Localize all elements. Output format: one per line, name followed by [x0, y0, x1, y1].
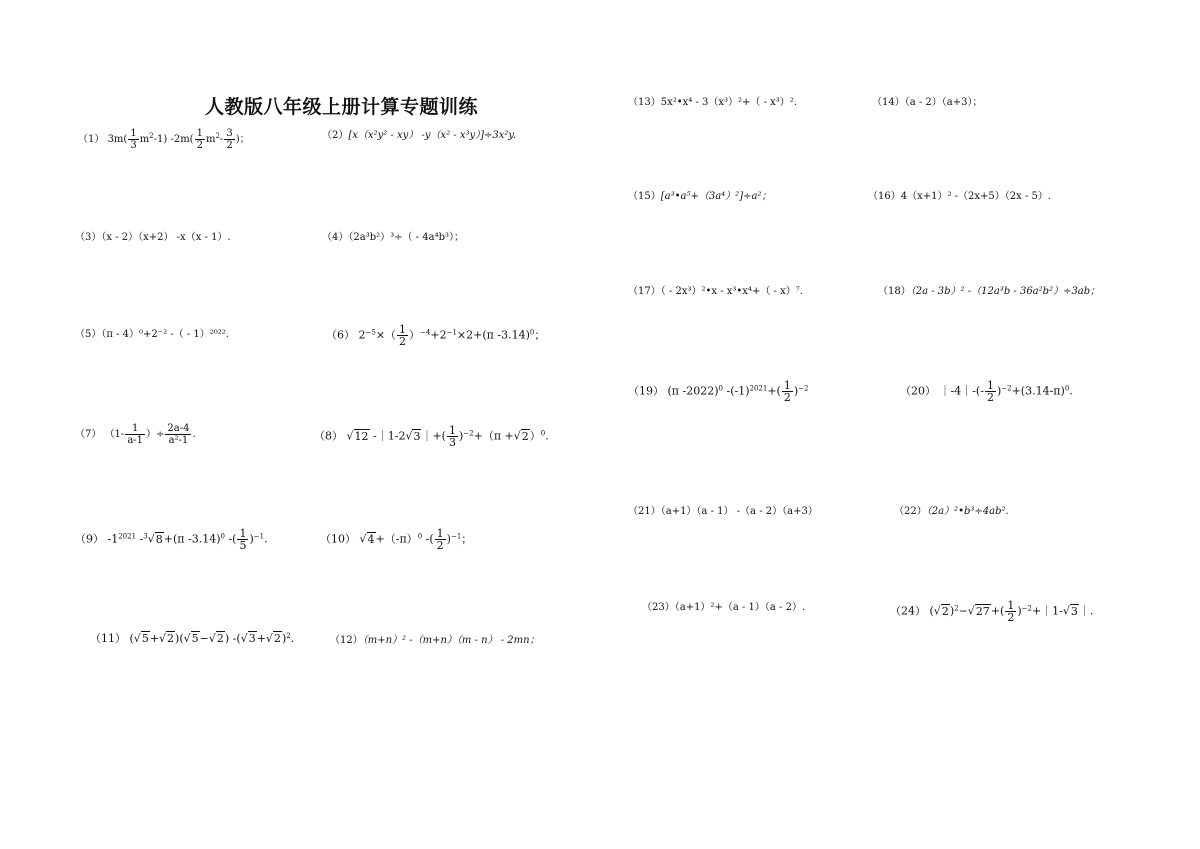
problem-label: （3） — [75, 232, 102, 243]
problem-label: （13） — [628, 97, 661, 108]
expr-part: +（-π） — [375, 532, 418, 546]
radicand: 5 — [191, 632, 199, 645]
expr-part: ( — [129, 632, 134, 645]
problem-16 — [868, 192, 1051, 202]
exponent: 2 — [149, 132, 154, 140]
expr-part: ) — [446, 532, 451, 546]
numerator: 1 — [448, 424, 456, 437]
sqrt-sign: √ — [265, 632, 273, 645]
radicand: 2 — [521, 429, 529, 443]
problem-label: （6） — [326, 328, 355, 342]
radicand: 3 — [413, 429, 421, 443]
exponent: −5 — [365, 328, 376, 337]
radicand: 12 — [354, 429, 369, 443]
problem-label: （16） — [868, 191, 901, 202]
expr-part: ； — [534, 328, 546, 342]
fraction — [447, 425, 458, 448]
problem-24 — [890, 600, 1093, 623]
radicand: 3 — [1070, 604, 1078, 618]
fraction — [397, 324, 408, 347]
root-index: 3 — [143, 532, 148, 541]
problem-21 — [628, 507, 818, 517]
expr-part: +(3.14-π) — [1011, 384, 1065, 398]
expr-part: 2 — [358, 328, 366, 342]
denominator: 2 — [986, 391, 994, 404]
denominator: 2 — [226, 140, 233, 151]
radicand: 2 — [941, 604, 949, 618]
expression: （m+n）² -（m+n）（m - n） - 2mn； — [362, 635, 540, 646]
expr-part: -1) -2m( — [153, 134, 194, 145]
sqrt-sign: √ — [405, 429, 413, 443]
problem-label: （5） — [75, 329, 102, 340]
problem-20 — [900, 380, 1073, 403]
expr-part: )( — [175, 632, 184, 645]
problem-18 — [878, 287, 1100, 297]
sqrt-sign: √ — [208, 632, 216, 645]
expression: 4（x+1）² -（2x+5）（2x - 5）. — [900, 191, 1052, 202]
exponent: −2 — [798, 384, 809, 393]
numerator: 1 — [436, 527, 444, 540]
problem-1 — [78, 128, 250, 151]
sqrt-sign: √ — [513, 429, 521, 443]
expr-part: ( — [929, 604, 934, 618]
expression: （2a）²•b³÷4ab². — [926, 506, 1009, 517]
problem-8 — [314, 425, 549, 448]
exponent: −4 — [420, 328, 431, 337]
expression: （2a³b²）³÷（ - 4a⁴b³）； — [348, 232, 464, 243]
expr-part: ) — [793, 384, 799, 398]
problem-15 — [628, 192, 771, 202]
exponent: 0 — [540, 429, 546, 438]
radicand: 2 — [273, 632, 281, 645]
sqrt-sign: √ — [359, 532, 367, 546]
fraction — [1005, 600, 1016, 623]
problem-6 — [326, 324, 545, 347]
exponent: 0 — [220, 532, 225, 541]
denominator: 2 — [399, 335, 407, 348]
radicand: 3 — [248, 632, 256, 645]
expression: （a+1）（a - 1） -（a - 2）（a+3） — [660, 506, 818, 517]
fraction — [125, 423, 145, 446]
problem-22 — [894, 507, 1009, 517]
problem-label: （2） — [322, 130, 349, 141]
numerator: 1 — [196, 128, 203, 139]
exponent: −1 — [446, 328, 457, 337]
expr-part: +( — [767, 384, 781, 398]
expression: [x（x²y² - xy） -y（x² - x³y）]÷3x²y. — [348, 130, 516, 141]
expr-part: -( — [224, 532, 237, 546]
denominator: 5 — [239, 539, 247, 552]
expr-part: +（π + — [473, 429, 514, 443]
problem-12 — [330, 636, 540, 646]
page-title: 人教版八年级上册计算专题训练 — [205, 96, 479, 118]
exponent: 2 — [215, 132, 220, 140]
expression: （x - 2）（x+2） -x（x - 1）. — [101, 232, 231, 243]
problem-label: （9） — [75, 532, 104, 546]
exponent: −2 — [1001, 384, 1012, 393]
expr-part: )； — [235, 134, 250, 145]
fraction — [237, 528, 248, 551]
expr-part: ） — [529, 429, 541, 443]
problem-label: （10） — [320, 532, 356, 546]
numerator: 1 — [1007, 599, 1015, 612]
expr-part: m — [139, 134, 150, 145]
problem-13 — [628, 98, 797, 108]
problem-23 — [642, 603, 805, 613]
expr-part: +(π -3.14) — [163, 532, 221, 546]
numerator: 3 — [226, 128, 233, 139]
problem-5 — [75, 330, 229, 340]
problem-label: （21） — [628, 506, 661, 517]
radicand: 2 — [167, 632, 175, 645]
expression: （a - 2）（a+3）； — [904, 97, 983, 108]
denominator: 2 — [436, 539, 444, 552]
problem-label: （11） — [90, 632, 126, 645]
expr-part: + — [256, 632, 266, 645]
problem-label: （14） — [872, 97, 905, 108]
expr-part: ) — [949, 604, 955, 618]
problem-label: （1） — [78, 134, 105, 145]
sqrt-sign: √ — [933, 604, 941, 618]
problem-2 — [322, 131, 516, 141]
expr-part: ) — [281, 632, 287, 645]
numerator: 1 — [783, 379, 791, 392]
fraction — [985, 380, 996, 403]
problem-label: （19） — [628, 384, 664, 398]
denominator: 3 — [448, 436, 456, 449]
expression: （2a - 3b）² -（12a³b - 36a²b²）÷3ab； — [910, 286, 1101, 297]
problem-11 — [90, 633, 294, 644]
problem-4 — [322, 233, 464, 243]
problem-label: （18） — [878, 286, 911, 297]
expr-part: -( — [422, 532, 434, 546]
exponent: 0 — [718, 384, 723, 393]
expr-part: − — [958, 604, 968, 618]
radicand: 27 — [975, 604, 990, 618]
expr-part: + — [149, 632, 160, 645]
problem-label: （23） — [642, 602, 675, 613]
problem-14 — [872, 98, 983, 108]
problem-label: （12） — [330, 635, 363, 646]
expr-part: ×（ — [375, 328, 397, 342]
problem-label: （17） — [628, 286, 661, 297]
numerator: 1 — [986, 379, 994, 392]
numerator: 1 — [399, 323, 407, 336]
expr-part: ×2+(π -3.14) — [456, 328, 530, 342]
problem-3 — [75, 233, 231, 243]
expression: （π - 4）⁰+2⁻² -（ - 1）²⁰²². — [101, 329, 229, 340]
expr-part: ｜-4｜-(- — [939, 384, 984, 398]
expression: 5x²•x⁴ - 3（x³）²+（ - x³）². — [660, 97, 797, 108]
exponent: −2 — [463, 429, 474, 438]
exponent: 2021 — [118, 532, 137, 541]
expr-part: ) — [1017, 604, 1022, 618]
radicand: 8 — [155, 532, 163, 546]
expr-part: -(-1) — [723, 384, 750, 398]
problem-19 — [628, 380, 808, 403]
exponent: −1 — [450, 532, 462, 541]
exponent: 0 — [1064, 384, 1070, 393]
denominator: a²-1 — [168, 435, 189, 446]
problem-label: （24） — [890, 604, 926, 618]
expr-part: +( — [990, 604, 1005, 618]
sqrt-sign: √ — [147, 532, 155, 546]
denominator: 2 — [196, 140, 203, 151]
expr-part: ｜+( — [421, 429, 446, 443]
expr-part: (π -2022) — [667, 384, 719, 398]
expr-part: - — [136, 532, 144, 546]
expr-part: ) -( — [224, 632, 241, 645]
exponent: 0 — [529, 328, 535, 337]
exponent: 2021 — [749, 384, 768, 393]
denominator: a-1 — [127, 435, 144, 446]
problem-7 — [75, 423, 196, 446]
expr-part: 3m( — [107, 134, 128, 145]
numerator: 1 — [125, 423, 145, 435]
sqrt-sign: √ — [159, 632, 167, 645]
expr-part: +2 — [430, 328, 447, 342]
problem-9 — [75, 528, 268, 551]
problem-label: （4） — [322, 232, 349, 243]
expression: （a+1）²+（a - 1）（a - 2）. — [674, 602, 806, 613]
problem-10 — [320, 528, 472, 551]
expr-part: ) — [249, 532, 254, 546]
expr-part: - — [219, 134, 224, 145]
numerator: 1 — [239, 527, 247, 540]
expr-part: -｜1-2 — [369, 429, 406, 443]
expr-part: . — [1069, 384, 1073, 398]
exponent: 0 — [417, 532, 423, 541]
problem-label: （15） — [628, 191, 661, 202]
expr-part: -1 — [107, 532, 119, 546]
problem-label: （22） — [894, 506, 927, 517]
expr-part: ） — [409, 328, 421, 342]
expr-part: . — [264, 532, 268, 546]
numerator: 2a-4 — [167, 423, 190, 434]
problem-17 — [628, 287, 803, 297]
expression: （ - 2x³）²•x - x³•x⁴+（ - x）⁷. — [660, 286, 803, 297]
expr-part: ）÷ — [146, 429, 165, 440]
denominator: 3 — [130, 140, 137, 151]
expr-part: ) — [458, 429, 464, 443]
denominator: 2 — [783, 391, 791, 404]
sqrt-sign: √ — [133, 632, 141, 645]
radicand: 5 — [141, 632, 149, 645]
expr-part: − — [199, 632, 209, 645]
expr-part: . — [192, 429, 196, 440]
fraction — [195, 128, 205, 151]
expr-part: ) — [996, 384, 1002, 398]
fraction — [782, 380, 793, 403]
expr-part: . — [545, 429, 549, 443]
sqrt-sign: √ — [240, 632, 248, 645]
expr-part: ｜. — [1078, 604, 1094, 618]
problem-label: （8） — [314, 429, 343, 443]
sqrt-sign: √ — [967, 604, 975, 618]
problem-label: （20） — [900, 384, 936, 398]
exponent: 2 — [954, 604, 959, 613]
expr-part: m — [205, 134, 216, 145]
expression: [a³•a⁵+（3a⁴）²]÷a²； — [660, 191, 772, 202]
fraction — [128, 128, 138, 151]
sqrt-sign: √ — [183, 632, 191, 645]
exponent: 2 — [286, 632, 291, 640]
expr-part: （1- — [104, 429, 125, 440]
fraction — [165, 423, 191, 446]
exponent: −1 — [253, 532, 265, 541]
fraction — [224, 128, 234, 151]
expr-part: +｜1- — [1031, 604, 1063, 618]
expr-part: . — [290, 632, 295, 645]
sqrt-sign: √ — [346, 429, 354, 443]
problem-label: （7） — [75, 429, 102, 440]
radicand: 2 — [216, 632, 224, 645]
fraction — [435, 528, 446, 551]
radicand: 4 — [367, 532, 375, 546]
numerator: 1 — [130, 128, 137, 139]
expr-part: ； — [461, 532, 473, 546]
sqrt-sign: √ — [1062, 604, 1070, 618]
exponent: −2 — [1021, 604, 1032, 613]
denominator: 2 — [1007, 611, 1015, 624]
